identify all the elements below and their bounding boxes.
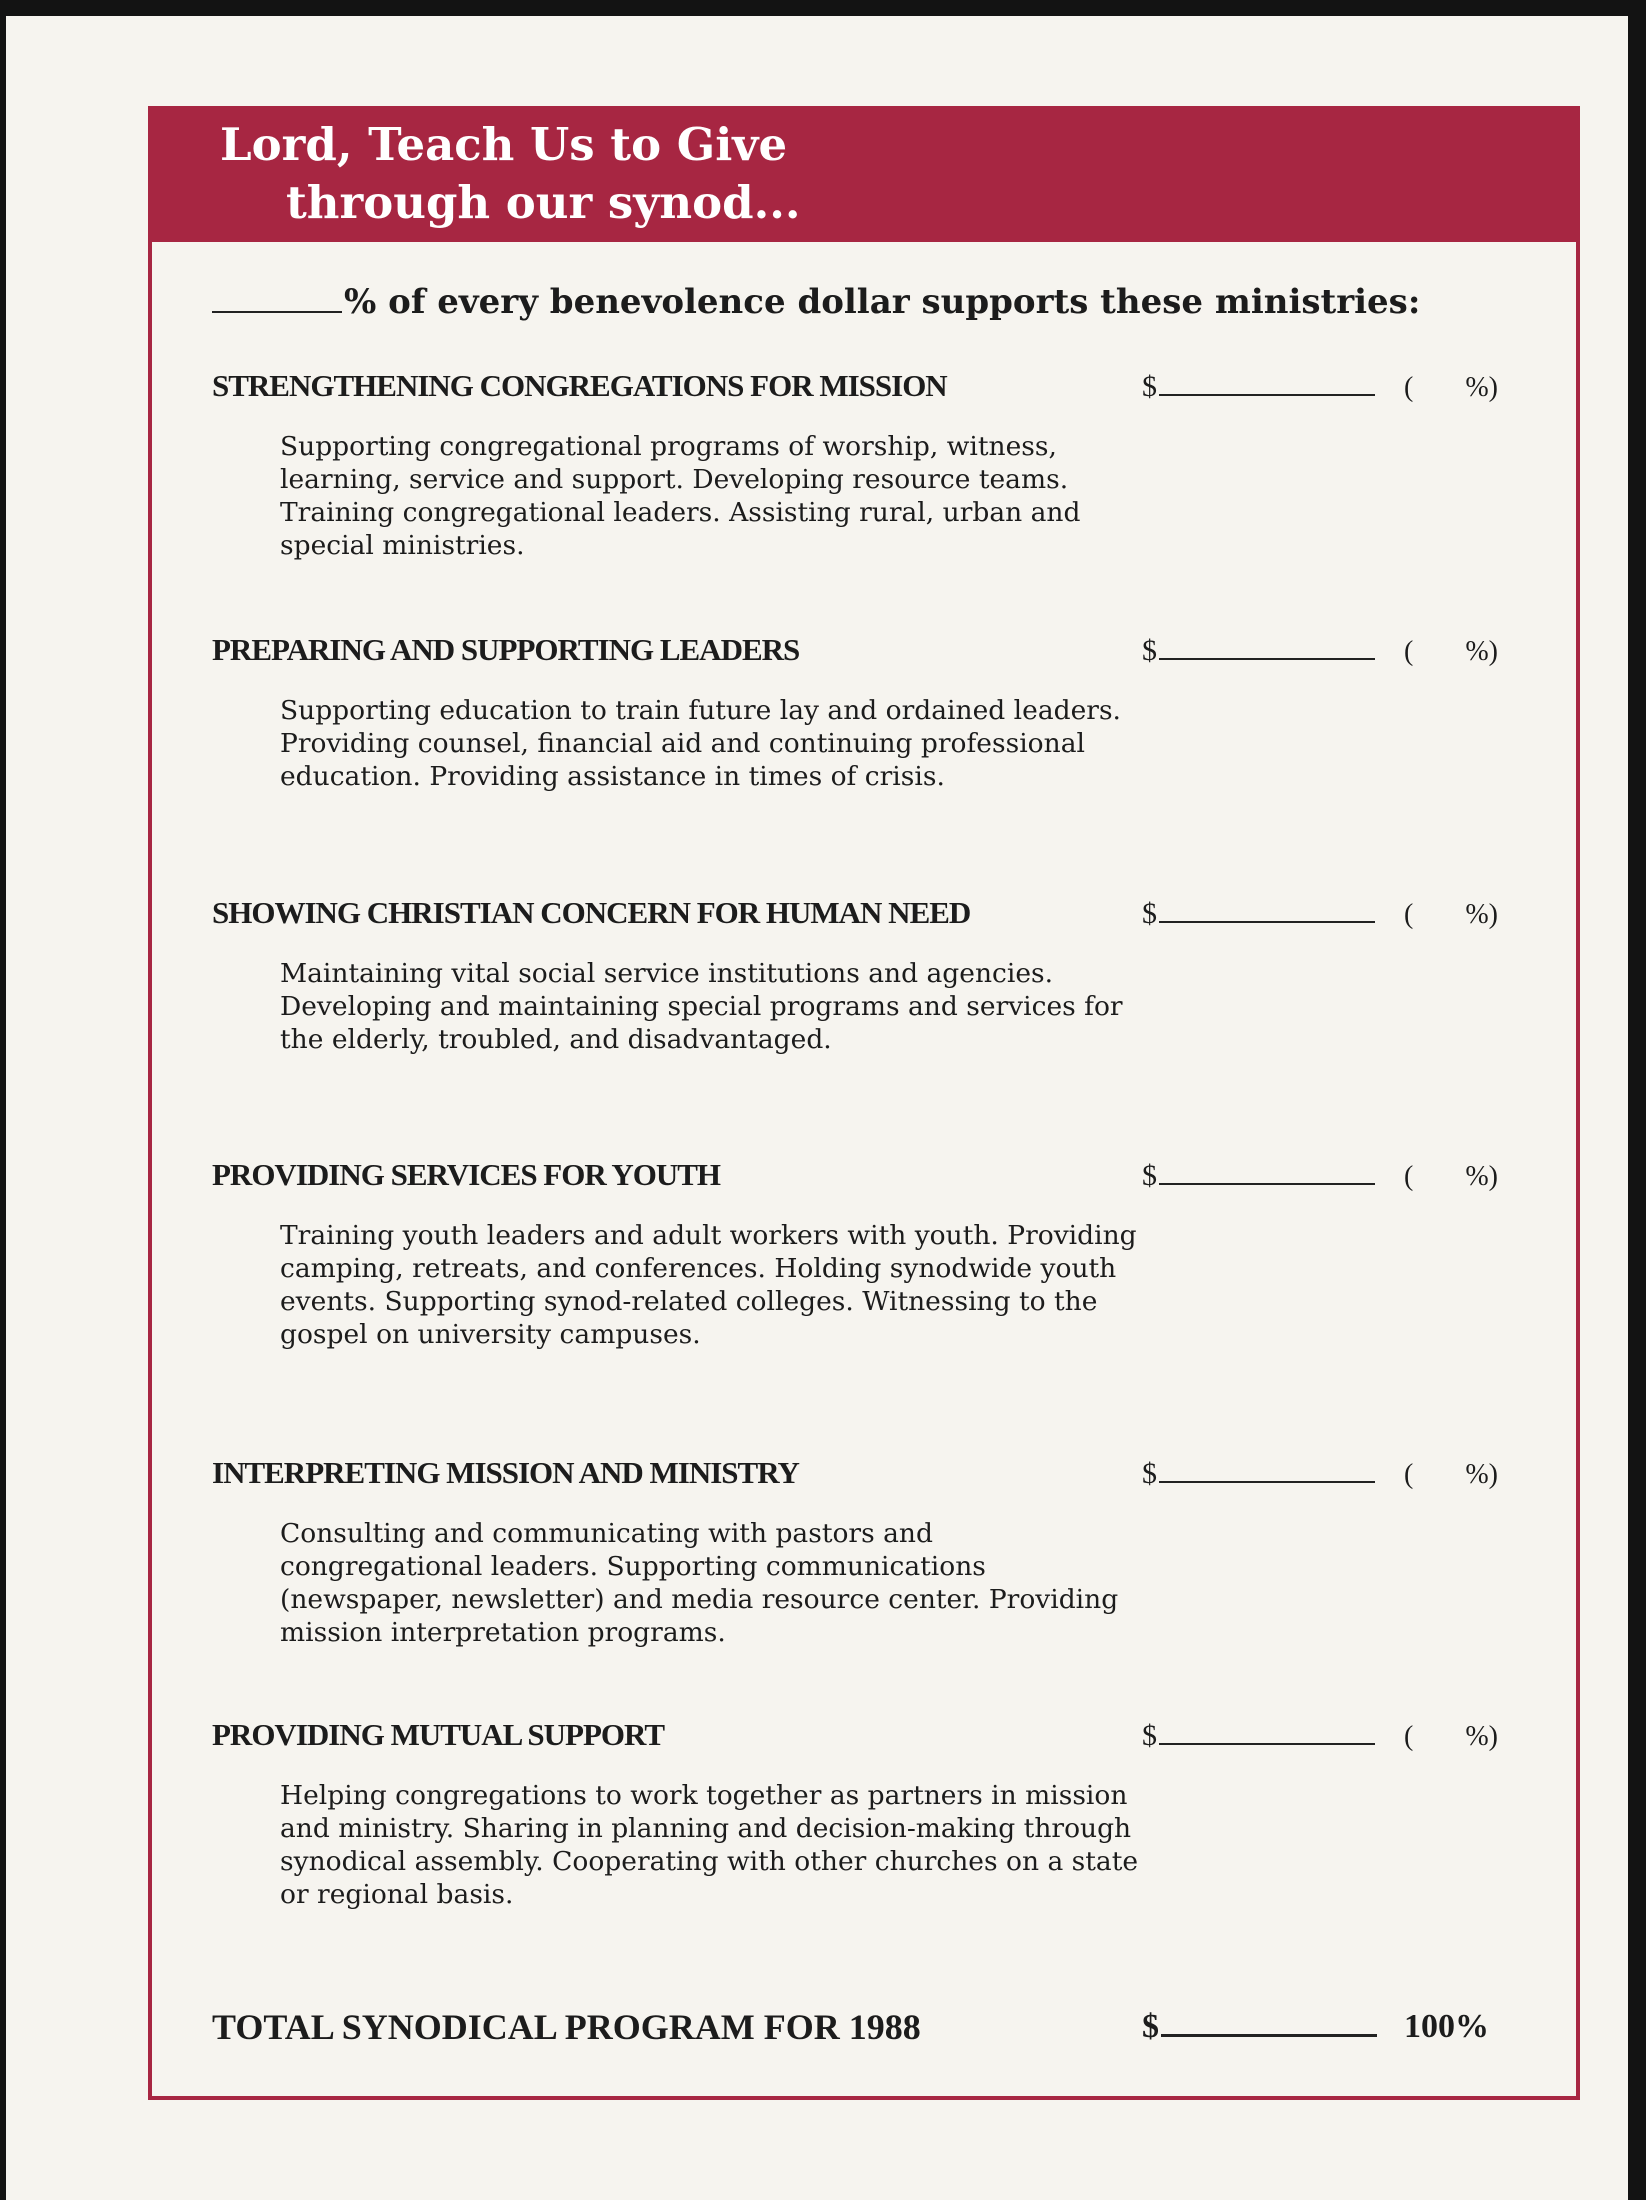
section-description: Supporting education to train future lay and ordained leaders. Providing counsel, financial aid and continuing professional education. Providing assistance in times of crisis. bbox=[280, 695, 1121, 792]
dollar-field[interactable] bbox=[1142, 634, 1375, 668]
dollar-sign: $ bbox=[1142, 2008, 1159, 2045]
dollar-blank-line[interactable] bbox=[1159, 394, 1375, 396]
section-description: Consulting and communicating with pastors and congregational leaders. Supporting communications (newspaper, newsletter) and media resource center. Providing mission interpretation programs. bbox=[280, 1518, 1119, 1648]
section-title: PREPARING AND SUPPORTING LEADERS bbox=[212, 632, 800, 667]
section-description: Helping congregations to work together as partners in mission and ministry. Sharing in planning and decision-making through synodical assembly. Cooperating with other churches on a state or regional basis. bbox=[280, 1780, 1139, 1910]
title-banner bbox=[148, 106, 1580, 242]
percent-close: %) bbox=[1465, 899, 1498, 930]
dollar-field[interactable] bbox=[1142, 897, 1375, 931]
section-title: STRENGTHENING CONGREGATIONS FOR MISSION bbox=[212, 368, 947, 403]
dollar-blank-line[interactable] bbox=[1159, 1183, 1375, 1185]
total-label: TOTAL SYNODICAL PROGRAM FOR 1988 bbox=[212, 2007, 921, 2047]
percent-field[interactable] bbox=[1404, 899, 1498, 931]
paren-open: ( bbox=[1404, 1459, 1414, 1490]
subheading-text: % of every benevolence dollar supports these ministries: bbox=[344, 282, 1421, 322]
paren-open: ( bbox=[1404, 899, 1414, 930]
section-title: INTERPRETING MISSION AND MINISTRY bbox=[212, 1455, 799, 1490]
percent-close: %) bbox=[1465, 1721, 1498, 1752]
paren-open: ( bbox=[1404, 1161, 1414, 1192]
dollar-field[interactable] bbox=[1142, 370, 1375, 404]
banner-title-line2: through our synod... bbox=[286, 176, 801, 229]
percent-close: %) bbox=[1465, 1161, 1498, 1192]
dollar-sign: $ bbox=[1142, 370, 1157, 403]
section-title: SHOWING CHRISTIAN CONCERN FOR HUMAN NEED bbox=[212, 895, 971, 930]
dollar-blank-line[interactable] bbox=[1159, 921, 1375, 923]
total-dollar-field[interactable] bbox=[1142, 2008, 1377, 2046]
subheading bbox=[212, 282, 1420, 322]
dollar-blank-line[interactable] bbox=[1159, 658, 1375, 660]
dollar-field[interactable] bbox=[1142, 1719, 1375, 1753]
percent-field[interactable] bbox=[1404, 1161, 1498, 1193]
percent-field[interactable] bbox=[1404, 372, 1498, 404]
dollar-blank-line[interactable] bbox=[1161, 2034, 1377, 2037]
dollar-blank-line[interactable] bbox=[1159, 1481, 1375, 1483]
paren-open: ( bbox=[1404, 372, 1414, 403]
dollar-field[interactable] bbox=[1142, 1159, 1375, 1193]
banner-title-line1: Lord, Teach Us to Give bbox=[220, 118, 788, 171]
section-title: PROVIDING SERVICES FOR YOUTH bbox=[212, 1157, 721, 1192]
dollar-sign: $ bbox=[1142, 634, 1157, 667]
percent-field[interactable] bbox=[1404, 1721, 1498, 1753]
dollar-blank-line[interactable] bbox=[1159, 1743, 1375, 1745]
section-description: Supporting congregational programs of worship, witness, learning, service and support. Developing resource teams. Training congregational leaders. Assisting rural, urban and special ministries. bbox=[280, 431, 1081, 561]
total-percent: 100% bbox=[1404, 2008, 1489, 2045]
percent-close: %) bbox=[1465, 372, 1498, 403]
percent-close: %) bbox=[1465, 1459, 1498, 1490]
dollar-sign: $ bbox=[1142, 1457, 1157, 1490]
dollar-sign: $ bbox=[1142, 897, 1157, 930]
dollar-sign: $ bbox=[1142, 1719, 1157, 1752]
section-description: Maintaining vital social service institutions and agencies. Developing and maintaining special programs and services for the elderly, troubled, and disadvantaged. bbox=[280, 958, 1123, 1055]
paren-open: ( bbox=[1404, 636, 1414, 667]
dollar-field[interactable] bbox=[1142, 1457, 1375, 1491]
section-title: PROVIDING MUTUAL SUPPORT bbox=[212, 1717, 664, 1752]
percent-field[interactable] bbox=[1404, 636, 1498, 668]
percent-field[interactable] bbox=[1404, 1459, 1498, 1491]
percent-blank-line[interactable] bbox=[212, 311, 342, 313]
paren-open: ( bbox=[1404, 1721, 1414, 1752]
percent-close: %) bbox=[1465, 636, 1498, 667]
section-description: Training youth leaders and adult workers with youth. Providing camping, retreats, and conferences. Holding synodwide youth events. Supporting synod-related colleges. Witnessing to the gospel on university campuses. bbox=[280, 1220, 1137, 1350]
dollar-sign: $ bbox=[1142, 1159, 1157, 1192]
